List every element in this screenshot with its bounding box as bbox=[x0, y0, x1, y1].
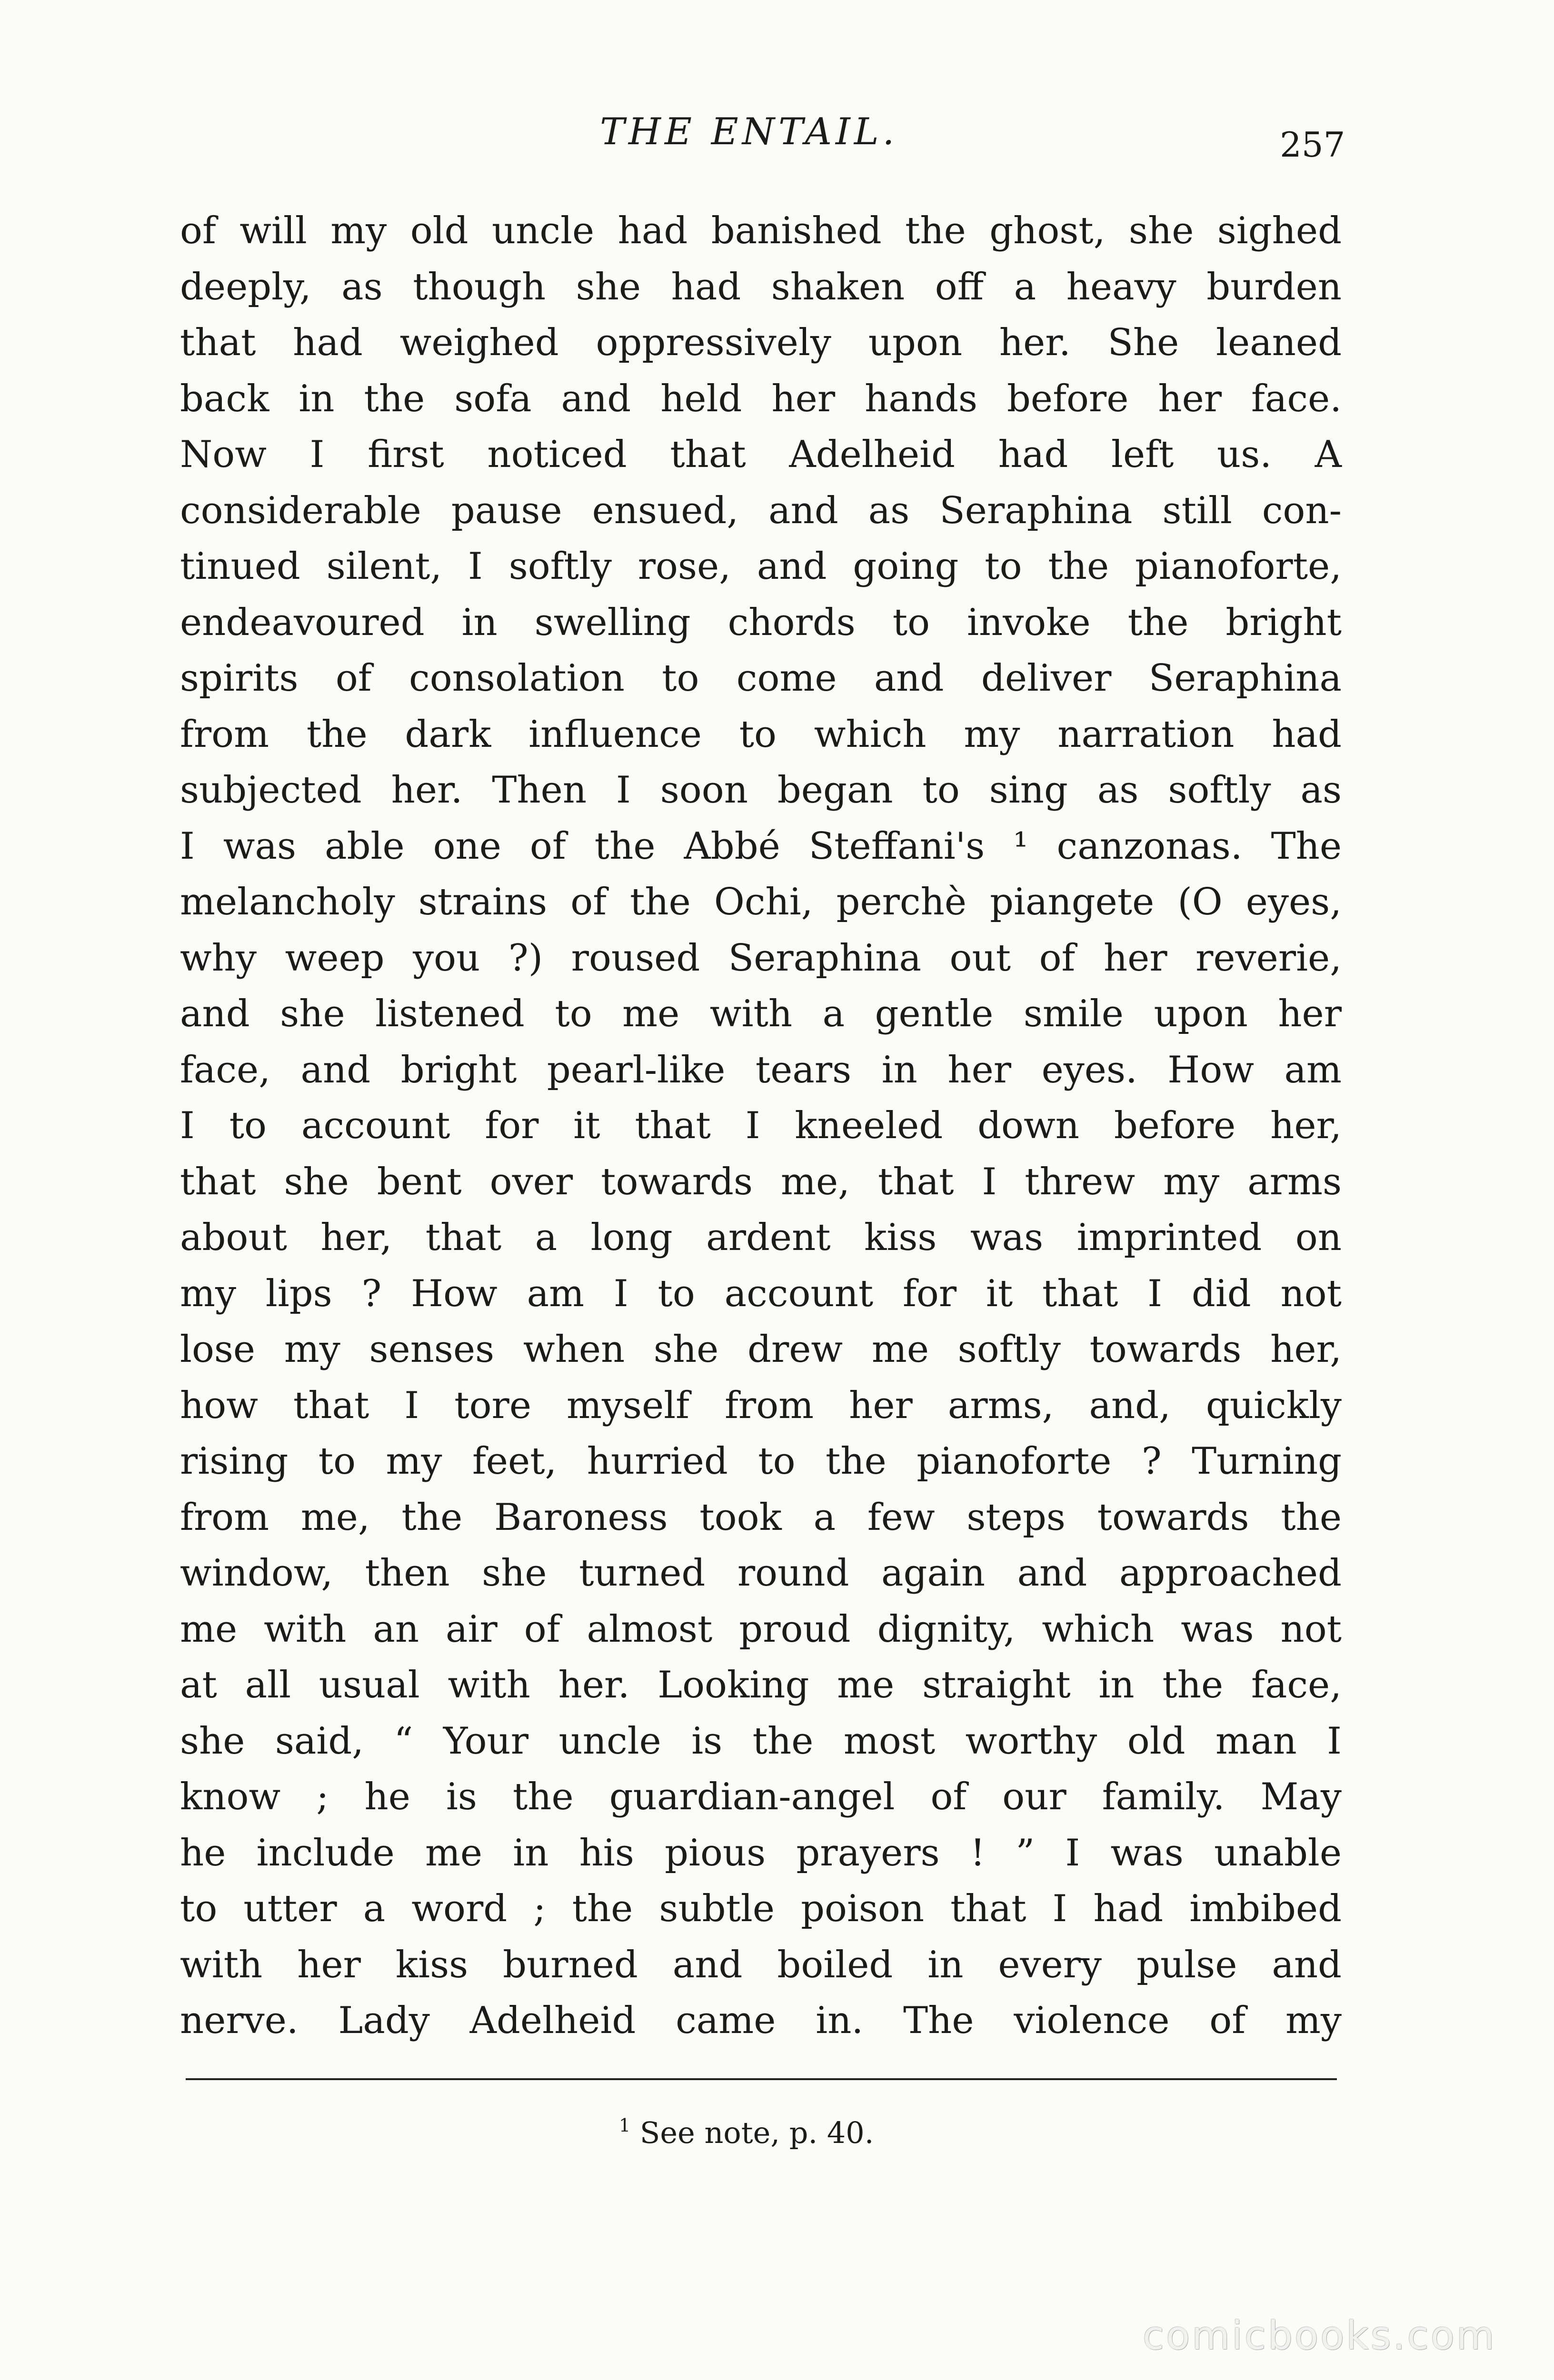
text-line: at all usual with her. Looking me straight in the face, bbox=[180, 1664, 1342, 1706]
text-line: me with an air of almost proud dignity, which was not bbox=[180, 1607, 1342, 1651]
body-text bbox=[180, 203, 1342, 2049]
text-line: I was able one of the Abbé Steffani's ¹ canzonas. The bbox=[180, 824, 1342, 868]
text-line: endeavoured in swelling chords to invoke the bright bbox=[180, 601, 1342, 644]
footnote bbox=[619, 2104, 874, 2154]
watermark: comicbooks.com bbox=[1143, 2313, 1496, 2359]
text-line: lose my senses when she drew me softly towards her, bbox=[180, 1328, 1342, 1371]
text-line: spirits of consolation to come and deliver Seraphina bbox=[180, 657, 1342, 700]
running-title: THE ENTAIL. bbox=[600, 110, 898, 153]
text-line: why weep you ?) roused Seraphina out of her reverie, bbox=[180, 936, 1342, 980]
footnote-rule bbox=[186, 2078, 1337, 2080]
text-line: he include me in his pious prayers ! ” I was unable bbox=[180, 1831, 1342, 1874]
text-line: of will my old uncle had banished the ghost, she sighed bbox=[180, 209, 1342, 252]
text-line: subjected her. Then I soon began to sing as softly as bbox=[180, 769, 1342, 812]
text-line: know ; he is the guardian-angel of our family. May bbox=[180, 1775, 1342, 1818]
text-line: tinued silent, I softly rose, and going to the pianoforte, bbox=[180, 545, 1342, 588]
text-line: considerable pause ensued, and as Seraphina still con- bbox=[180, 489, 1342, 532]
text-line: nerve. Lady Adelheid came in. The violence of my bbox=[180, 1999, 1342, 2042]
text-line: to utter a word ; the subtle poison that I had imbibed bbox=[180, 1887, 1342, 1930]
text-line: window, then she turned round again and approached bbox=[180, 1552, 1342, 1595]
text-line: how that I tore myself from her arms, and, quickly bbox=[180, 1384, 1342, 1427]
text-line: back in the sofa and held her hands before her face. bbox=[180, 377, 1342, 420]
text-line: deeply, as though she had shaken off a heavy burden bbox=[180, 265, 1342, 308]
text-line: that had weighed oppressively upon her. She leaned bbox=[180, 321, 1342, 364]
text-line: she said, “ Your uncle is the most worthy old man I bbox=[180, 1719, 1342, 1763]
page-number: 257 bbox=[1280, 125, 1345, 165]
text-line: rising to my feet, hurried to the pianoforte ? Turning bbox=[180, 1440, 1342, 1483]
text-line: about her, that a long ardent kiss was imprinted on bbox=[180, 1216, 1342, 1259]
text-line: my lips ? How am I to account for it that I did not bbox=[180, 1272, 1342, 1315]
text-line: I to account for it that I kneeled down before her, bbox=[180, 1104, 1342, 1147]
text-line: from the dark influence to which my narration had bbox=[180, 713, 1342, 756]
text-line: melancholy strains of the Ochi, perchè piangete (O eyes, bbox=[180, 881, 1342, 923]
text-line: and she listened to me with a gentle smile upon her bbox=[180, 992, 1342, 1035]
footnote-marker: 1 bbox=[619, 2115, 631, 2136]
running-head bbox=[0, 106, 1554, 165]
text-line: with her kiss burned and boiled in every pulse and bbox=[180, 1943, 1342, 1986]
footnote-text: See note, p. 40. bbox=[639, 2115, 874, 2150]
text-line: Now I first noticed that Adelheid had left us. A bbox=[180, 433, 1342, 476]
text-line: face, and bright pearl-like tears in her eyes. How am bbox=[180, 1048, 1342, 1091]
text-line: from me, the Baroness took a few steps towards the bbox=[180, 1496, 1342, 1539]
text-line: that she bent over towards me, that I threw my arms bbox=[180, 1160, 1342, 1203]
